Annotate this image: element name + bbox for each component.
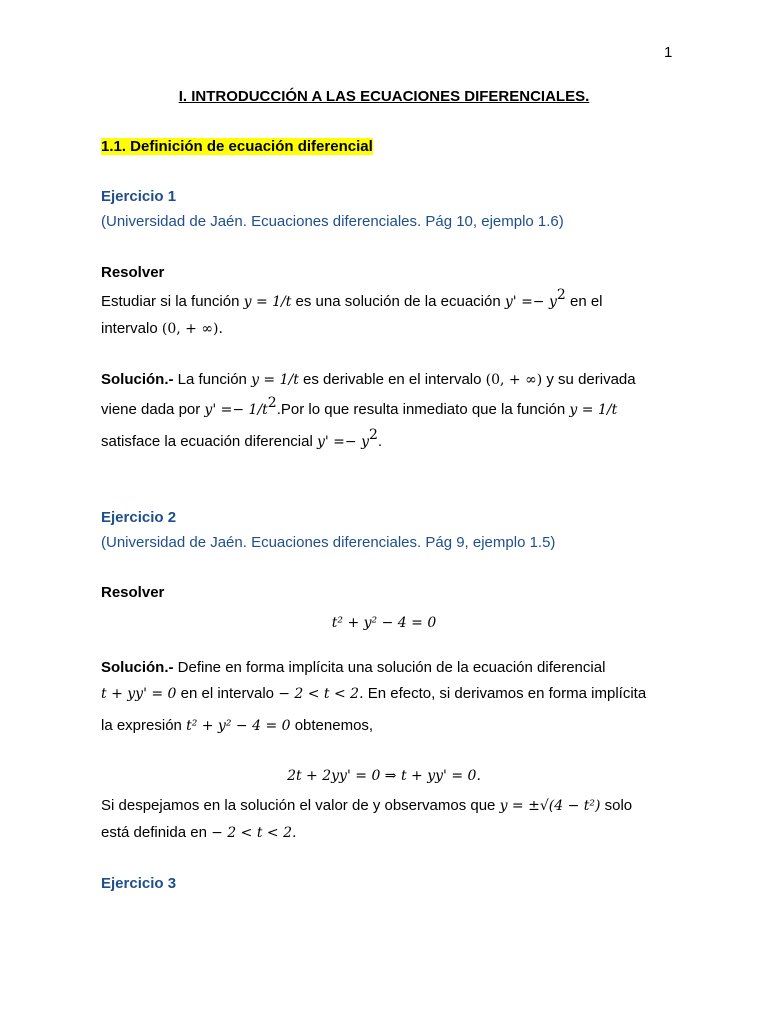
math-expression: (0, + ∞) — [485, 372, 543, 388]
solution-label: Solución.- — [101, 659, 174, 676]
text: Estudiar si la función — [101, 293, 244, 310]
text: En efecto, si derivamos en forma implícita — [363, 685, 647, 702]
solution-label: Solución.- — [101, 371, 174, 388]
text: y su derivada — [542, 371, 636, 388]
exercise-1-solution-line-1 — [101, 371, 636, 389]
exercise-2-equation: t² + y² − 4 = 0 — [331, 615, 437, 631]
text: la expresión — [101, 717, 187, 734]
exercise-2-source: (Universidad de Jaén. Ecuaciones diferenciales. Pág 9, ejemplo 1.5) — [101, 534, 556, 551]
text: en el — [565, 293, 603, 310]
text: es derivable en el intervalo — [298, 371, 486, 388]
exercise-2-derivative-equation: 2t + 2yy' = 0 ⇒ t + yy' = 0. — [287, 768, 481, 784]
math-expression: t + yy' = 0 — [101, 686, 177, 702]
text: intervalo — [101, 320, 162, 337]
exercise-1-statement-line-2 — [101, 320, 223, 338]
exercise-2-heading: Ejercicio 2 — [101, 509, 177, 526]
page-number: 1 — [664, 44, 673, 61]
text: es una solución de la ecuación — [291, 293, 505, 310]
math-expression: y = 1/t — [251, 372, 299, 388]
exponent: 2 — [369, 427, 378, 443]
text: Define en forma implícita una solución de la ecuación diferencial — [173, 659, 606, 676]
math-expression: y' =− 1/t — [204, 402, 268, 418]
exercise-2-solution-line-1 — [101, 659, 605, 677]
exponent: 2 — [267, 395, 277, 411]
text: satisface la ecuación diferencial — [101, 433, 317, 450]
exercise-1-source: (Universidad de Jaén. Ecuaciones diferenciales. Pág 10, ejemplo 1.6) — [101, 213, 564, 230]
exercise-2-line-4 — [101, 797, 632, 815]
text: .Por lo que resulta inmediato que la función — [276, 401, 570, 418]
exercise-2-resolver: Resolver — [101, 584, 165, 601]
text: . — [377, 433, 383, 450]
math-expression: − 2 < t < 2. — [278, 686, 364, 702]
text: está definida en — [101, 824, 212, 841]
text: viene dada por — [101, 401, 205, 418]
math-expression: y' =− y — [316, 434, 369, 450]
math-expression: y = 1/t — [243, 294, 292, 310]
math-expression: − 2 < t < 2. — [211, 825, 297, 841]
exercise-1-heading: Ejercicio 1 — [101, 188, 177, 205]
exercise-3-heading: Ejercicio 3 — [101, 875, 177, 892]
text: Si despejamos en la solución el valor de y observamos que — [101, 797, 500, 814]
section-heading — [101, 138, 373, 156]
section-heading-text: 1.1. Definición de ecuación diferencial — [101, 138, 373, 155]
exercise-1-solution-line-2 — [101, 395, 618, 419]
exponent: 2 — [556, 287, 566, 303]
text: en el intervalo — [176, 685, 279, 702]
math-expression: (0, + ∞). — [161, 321, 223, 337]
math-expression: y = ±√(4 − t²) — [499, 798, 601, 814]
exercise-1-solution-line-3 — [101, 427, 383, 451]
text: solo — [600, 797, 633, 814]
exercise-2-solution-line-3 — [101, 717, 373, 735]
math-expression: y = 1/t — [569, 402, 618, 418]
document-title: I. INTRODUCCIÓN A LAS ECUACIONES DIFERENCIALES. — [178, 88, 590, 105]
math-expression: y' =− y — [504, 294, 557, 310]
exercise-2-line-5 — [101, 824, 296, 842]
exercise-1-statement-line-1 — [101, 287, 603, 311]
text: obtenemos, — [290, 717, 374, 734]
math-expression: t² + y² − 4 = 0 — [186, 718, 291, 734]
exercise-2-solution-line-2 — [101, 685, 646, 703]
text: La función — [173, 371, 252, 388]
exercise-1-resolver: Resolver — [101, 264, 165, 281]
